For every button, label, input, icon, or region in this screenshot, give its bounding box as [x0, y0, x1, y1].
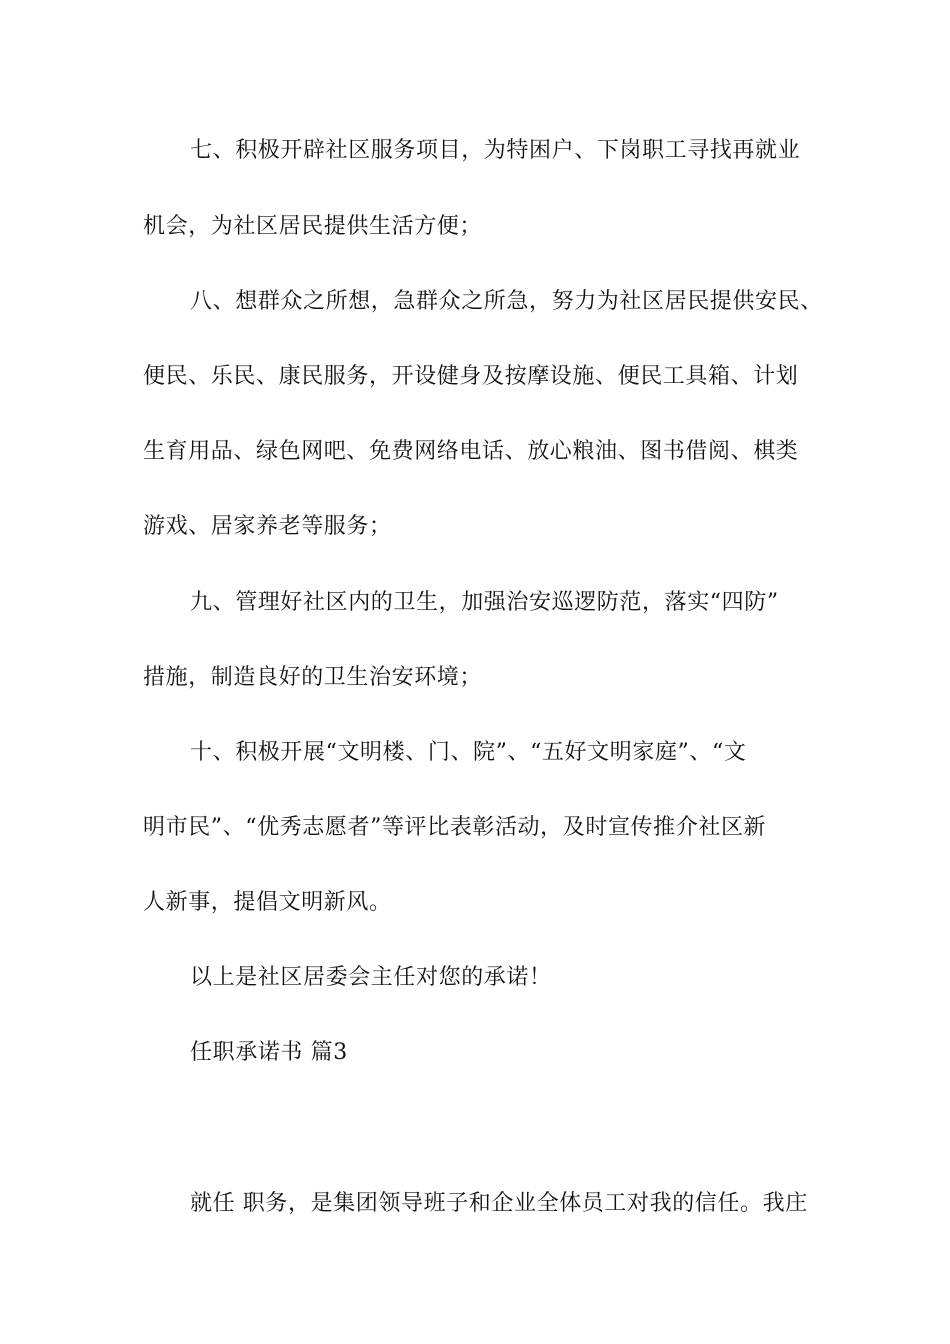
paragraph-line: 十、积极开展“文明楼、门、院”、“五好文明家庭”、“文 [190, 740, 747, 765]
paragraph-line: 人新事，提倡文明新风。 [143, 890, 392, 915]
closing-line: 以上是社区居委会主任对您的承诺！ [190, 965, 552, 990]
paragraph-line: 八、想群众之所想，急群众之所急，努力为社区居民提供安民、 [190, 289, 823, 314]
paragraph-line: 七、积极开辟社区服务项目，为特困户、下岗职工寻找再就业 [190, 138, 801, 163]
paragraph-line: 措施，制造良好的卫生治安环境； [143, 665, 483, 690]
paragraph-line: 机会，为社区居民提供生活方便； [143, 214, 483, 239]
paragraph-line: 九、管理好社区内的卫生，加强治安巡逻防范，落实“四防” [190, 590, 779, 615]
paragraph-line: 游戏、居家养老等服务； [143, 514, 392, 539]
paragraph-line: 便民、乐民、康民服务，开设健身及按摩设施、便民工具箱、计划 [143, 364, 799, 389]
paragraph-line: 生育用品、绿色网吧、免费网络电话、放心粮油、图书借阅、棋类 [143, 439, 799, 464]
paragraph-line: 明市民”、“优秀志愿者”等评比表彰活动，及时宣传推介社区新 [143, 815, 767, 840]
paragraph-line: 就任 职务，是集团领导班子和企业全体员工对我的信任。我庄 [190, 1191, 808, 1216]
section-heading: 任职承诺书 篇3 [190, 1040, 348, 1065]
